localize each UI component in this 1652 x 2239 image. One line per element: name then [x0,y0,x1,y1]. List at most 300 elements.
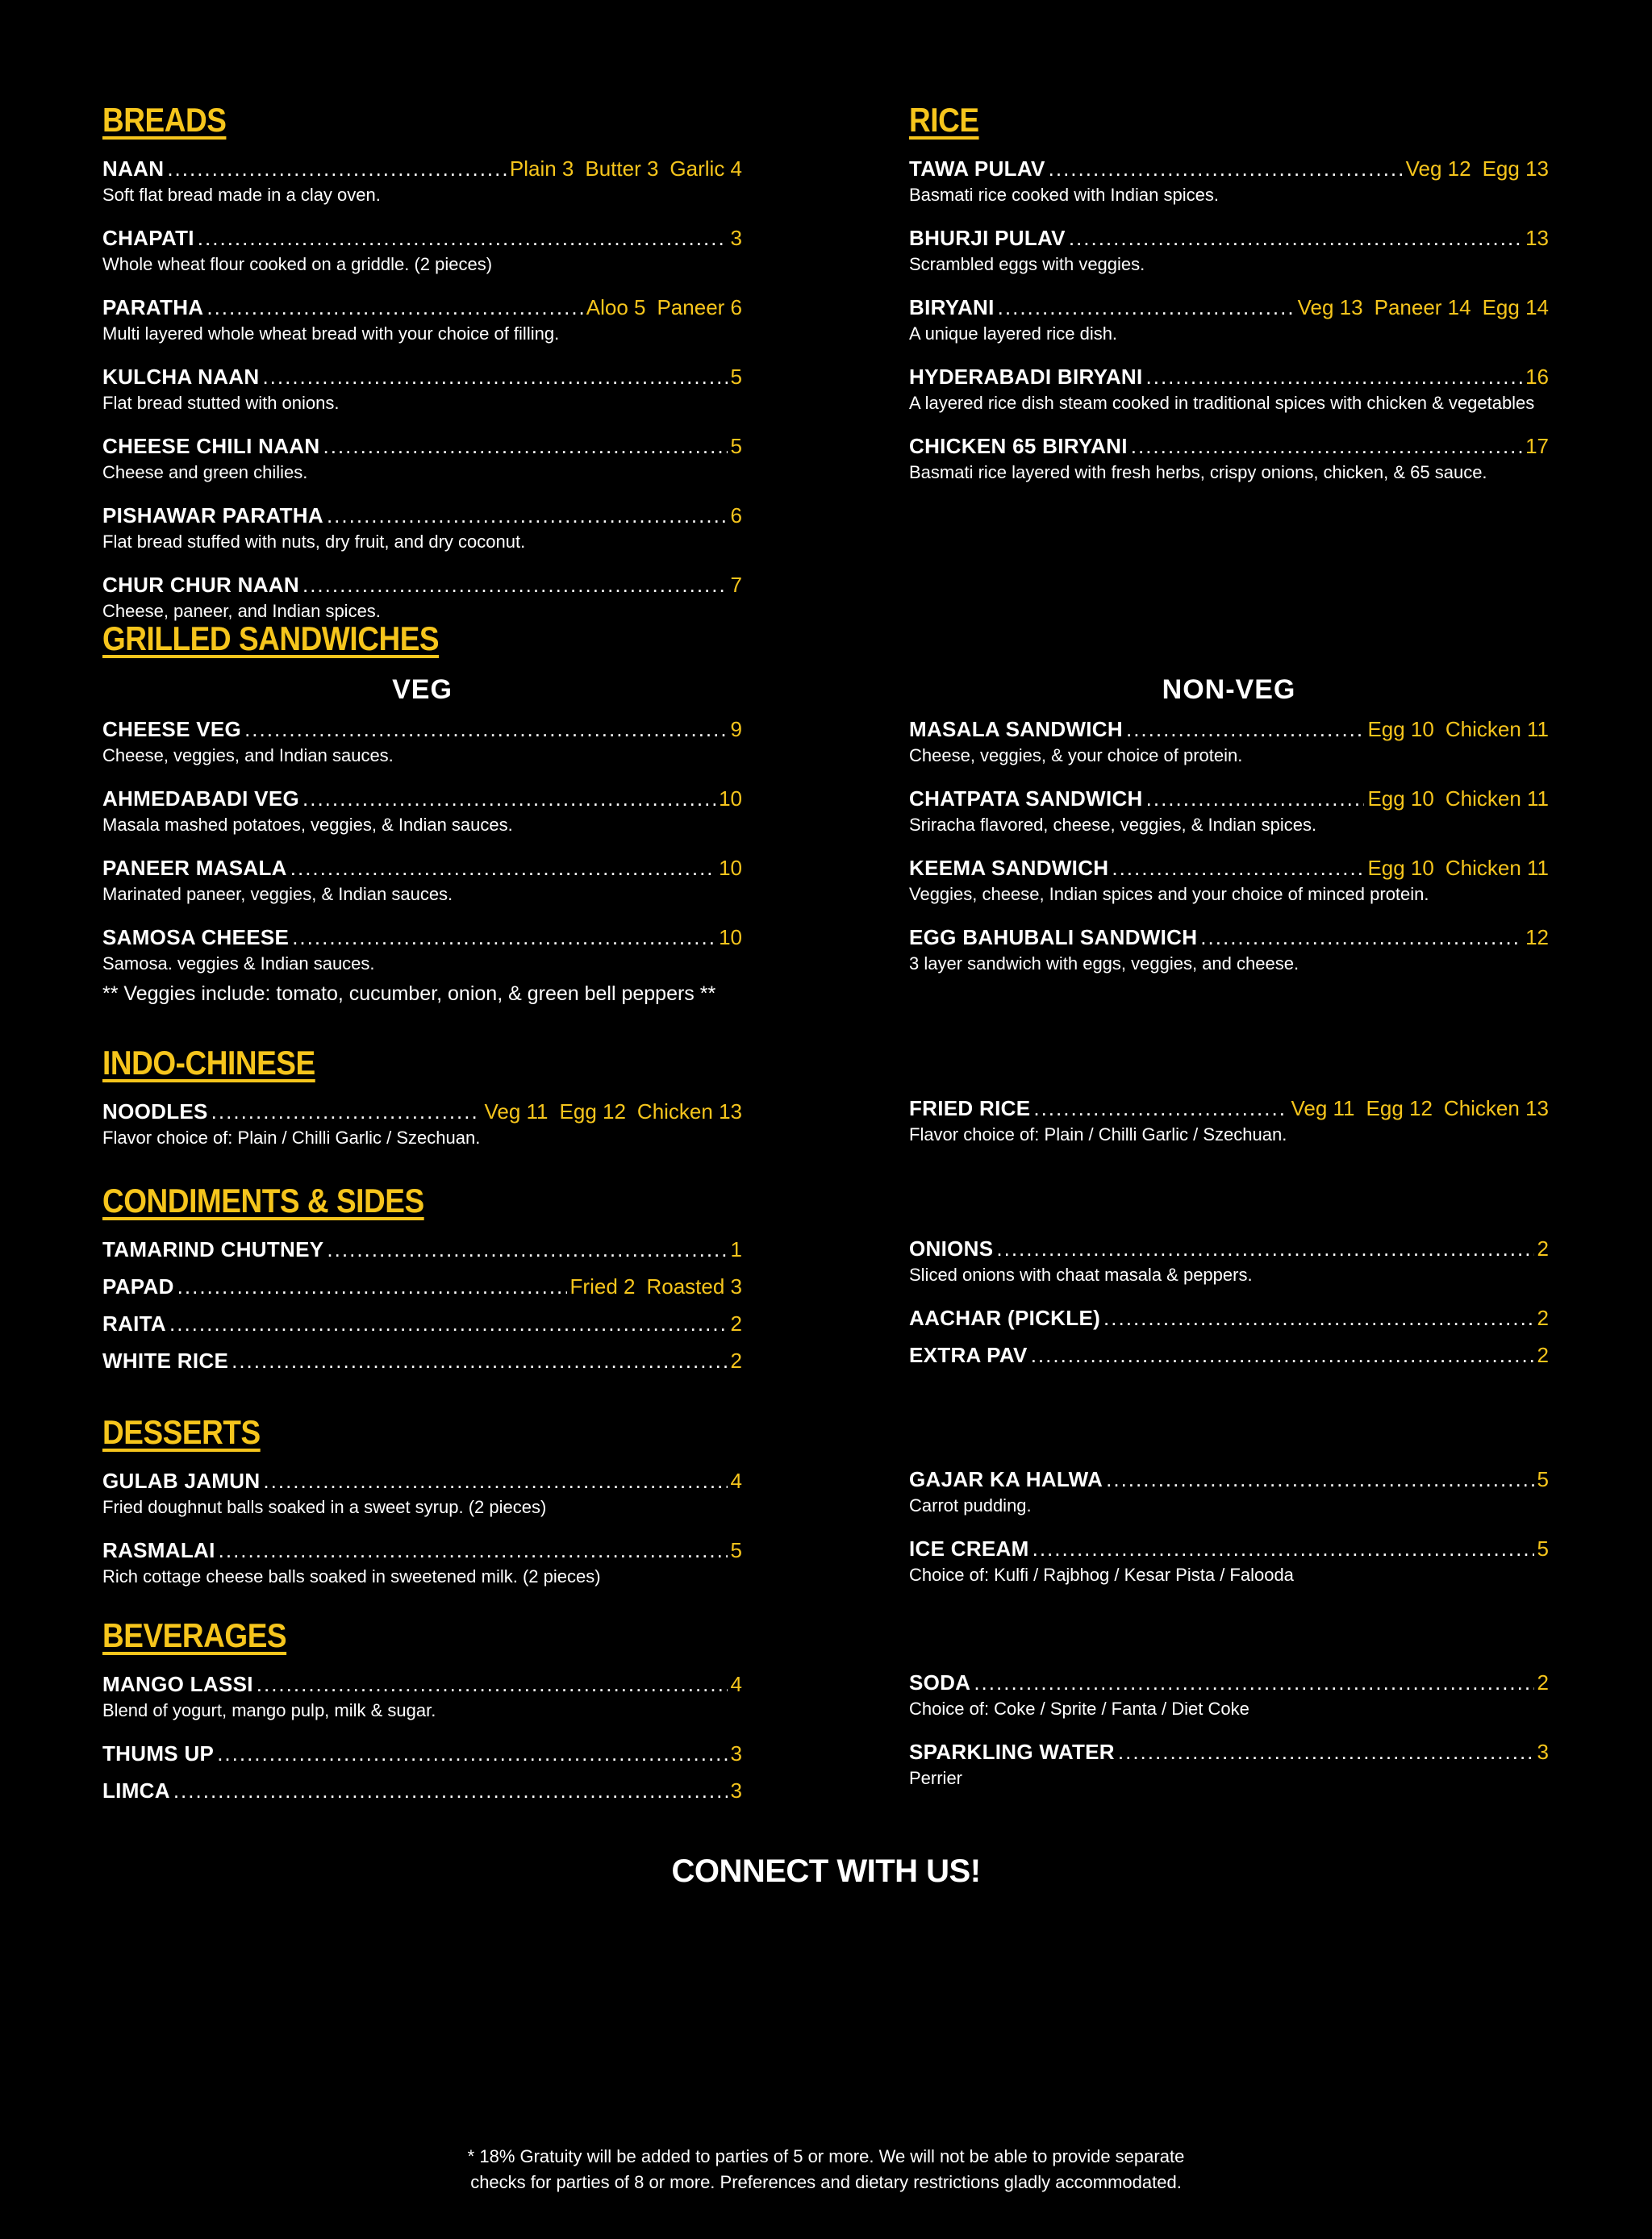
menu-item [909,433,1549,485]
price-option: 2 [1537,1306,1549,1330]
menu-item-row [102,924,742,950]
veg-sandwiches [102,716,742,994]
menu-item-description: Flat bread stuffed with nuts, dry fruit, and dry coconut. [102,532,526,552]
price-option: Chicken 13 [1443,1096,1549,1120]
menu-item-price [1367,855,1549,881]
menu-item-row [102,1348,742,1374]
menu-item-description: Flavor choice of: Plain / Chilli Garlic / Szechuan. [102,1128,481,1148]
price-option: 7 [730,573,742,597]
price-option: Veg 11 [1291,1096,1355,1120]
menu-item-row [102,1311,742,1336]
menu-item-name: WHITE RICE [102,1349,229,1373]
menu-item-name: KULCHA NAAN [102,365,260,389]
menu-item [102,786,742,837]
menu-item [909,1342,1549,1368]
footer-line-1: * 18% Gratuity will be added to parties of 5 or more. We will not be able to provide separate [467,2146,1185,2166]
menu-item-name: THUMS UP [102,1741,215,1766]
menu-item-row [909,294,1549,320]
veg-sandwich-list [102,716,742,976]
menu-item [102,294,742,346]
menu-item [102,1741,742,1766]
breads-list [102,156,742,623]
dot-leader [1049,156,1403,181]
menu-item-name: NAAN [102,156,165,181]
menu-item-name: PANEER MASALA [102,856,287,880]
menu-item-name: EGG BAHUBALI SANDWICH [909,925,1198,949]
dot-leader [1106,1466,1533,1492]
menu-item-price [1537,1236,1549,1261]
beverages-title: BEVERAGES [102,1616,287,1654]
menu-item-price [1367,716,1549,742]
menu-item-price [731,502,742,528]
condiments-left-list [102,1236,742,1374]
menu-item-name: AHMEDABADI VEG [102,786,299,811]
menu-item-name: AACHAR (PICKLE) [909,1306,1101,1330]
menu-item-name: SODA [909,1670,971,1695]
menu-item-description: Cheese and green chilies. [102,462,308,482]
menu-item-price [731,1778,742,1803]
menu-item-name: MANGO LASSI [102,1672,253,1696]
menu-item-row [102,294,742,320]
menu-item-price [1525,364,1549,390]
menu-item-price [719,786,742,811]
menu-item [102,433,742,485]
menu-item-price [1537,1305,1549,1331]
dot-leader [173,1778,728,1803]
menu-item-description: Soft flat bread made in a clay oven. [102,185,381,205]
price-option: Veg 13 [1297,295,1363,319]
breads-title: BREADS [102,101,227,139]
connect-heading: CONNECT WITH US! [671,1853,981,1889]
dot-leader [263,1468,727,1494]
dot-leader [996,1236,1533,1261]
menu-item-description: Blend of yogurt, mango pulp, milk & sugar. [102,1700,436,1720]
price-option: Roasted 3 [646,1274,742,1299]
menu-item-price [1537,1739,1549,1765]
menu-item-price [731,572,742,598]
menu-item-description: Multi layered whole wheat bread with your choice of filling. [102,323,560,344]
dot-leader [232,1348,727,1374]
desserts-title: DESSERTS [102,1413,261,1451]
menu-item-description: Cheese, veggies, & your choice of protein. [909,745,1243,765]
menu-item-name: TAMARIND CHUTNEY [102,1237,324,1261]
menu-item-description: Sriracha flavored, cheese, veggies, & Indian spices. [909,815,1317,835]
menu-item-name: ICE CREAM [909,1536,1029,1561]
menu-item-price [731,716,742,742]
dot-leader [1103,1305,1533,1331]
menu-item-row [909,156,1549,181]
price-option: Chicken 13 [636,1099,742,1124]
menu-item-row [909,855,1549,881]
price-option: 4 [730,1672,742,1696]
menu-item-description: Basmati rice cooked with Indian spices. [909,185,1219,205]
menu-item-price [1525,225,1549,251]
menu-item-name: BIRYANI [909,295,995,319]
price-option: Egg 10 [1367,717,1434,741]
price-option: 3 [730,1741,742,1766]
menu-item-row [909,1670,1549,1695]
menu-item [909,1466,1549,1518]
price-option: 4 [730,1469,742,1493]
price-option: Fried 2 [569,1274,636,1299]
menu-item-row [909,364,1549,390]
menu-item-description: A unique layered rice dish. [909,323,1118,344]
menu-item-row [909,1739,1549,1765]
beverages-left-list [102,1671,742,1803]
menu-item-description: Whole wheat flour cooked on a griddle. (2 pieces) [102,254,493,274]
menu-item [102,156,742,207]
menu-item-price [731,225,742,251]
beverages-right [909,1670,1549,1808]
price-option: Paneer 14 [1374,295,1471,319]
menu-item-price [731,1468,742,1494]
menu-item-name: GAJAR KA HALWA [909,1467,1103,1491]
price-option: Paneer 6 [657,295,742,319]
menu-item-price [1525,924,1549,950]
price-option: Egg 13 [1482,156,1549,181]
menu-item-row [909,786,1549,811]
menu-item [102,572,742,623]
price-option: 5 [1537,1536,1549,1561]
menu-item [102,1671,742,1723]
menu-item-name: CHEESE CHILI NAAN [102,434,320,458]
price-option: 10 [719,925,742,949]
dot-leader [1146,786,1365,811]
menu-item-price [731,364,742,390]
price-option: 5 [1537,1467,1549,1491]
dot-leader [198,225,728,251]
dot-leader [244,716,727,742]
desserts-left-list [102,1468,742,1589]
menu-item [102,1311,742,1336]
menu-item-row [102,1468,742,1494]
desserts-right [909,1466,1549,1605]
menu-item-row [909,716,1549,742]
dot-leader [323,433,727,459]
dot-leader [327,1236,727,1262]
menu-item-price [510,156,742,181]
desserts-section [102,1413,742,1607]
veg-subhead: VEG [392,674,453,705]
menu-item-price [731,1348,742,1374]
menu-item-row [909,1095,1549,1121]
menu-item-name: CHAPATI [102,226,194,250]
menu-item-name: FRIED RICE [909,1096,1031,1120]
dot-leader [262,364,727,390]
menu-item-name: CHEESE VEG [102,717,242,741]
price-option: 5 [730,1538,742,1562]
menu-item [102,1778,742,1803]
menu-item-name: ONIONS [909,1236,994,1261]
menu-item-description: A layered rice dish steam cooked in traditional spices with chicken & vegetables [909,393,1535,413]
condiments-right-list [909,1236,1549,1368]
menu-item-name: TAWA PULAV [909,156,1045,181]
menu-item-name: SAMOSA CHEESE [102,925,290,949]
menu-item-description: Choice of: Kulfi / Rajbhog / Kesar Pista / Falooda [909,1565,1294,1585]
menu-item-row [909,225,1549,251]
price-option: Aloo 5 [586,295,646,319]
menu-item [909,294,1549,346]
menu-item-row [102,572,742,598]
price-option: 3 [1537,1740,1549,1764]
menu-item-price [719,855,742,881]
menu-item-description: 3 layer sandwich with eggs, veggies, and cheese. [909,953,1299,974]
price-option: Plain 3 [509,156,574,181]
menu-item-price [731,1741,742,1766]
desserts-right-list [909,1466,1549,1587]
breads-section [102,101,742,641]
menu-item [909,1305,1549,1331]
price-option: 10 [719,786,742,811]
menu-item-price [484,1099,742,1124]
menu-item-row [102,786,742,811]
menu-item [909,855,1549,907]
price-option: Egg 12 [559,1099,626,1124]
menu-item-name: CHATPATA SANDWICH [909,786,1143,811]
price-option: Egg 10 [1367,786,1434,811]
menu-item-price [1525,433,1549,459]
menu-item-price [1291,1095,1549,1121]
price-option: 3 [730,1778,742,1803]
menu-item [909,1670,1549,1721]
dot-leader [1032,1536,1534,1561]
price-option: 10 [719,856,742,880]
price-option: 5 [730,365,742,389]
menu-item [102,1537,742,1589]
price-option: 6 [730,503,742,527]
indochinese-left-list [102,1099,742,1150]
menu-item [102,364,742,415]
price-option: 1 [730,1237,742,1261]
condiments-right [909,1236,1549,1379]
menu-item-row [102,1778,742,1803]
menu-item-description: Flavor choice of: Plain / Chilli Garlic / Szechuan. [909,1124,1287,1145]
menu-item-price [731,1537,742,1563]
menu-item-row [909,924,1549,950]
price-option: Chicken 11 [1445,856,1549,880]
price-option: 2 [1537,1343,1549,1367]
price-option: 5 [730,434,742,458]
dot-leader [219,1537,728,1563]
menu-item-row [102,364,742,390]
menu-item-row [102,1671,742,1697]
dot-leader [1033,1095,1287,1121]
menu-item [102,1348,742,1374]
price-option: 2 [1537,1670,1549,1695]
menu-item [102,225,742,277]
menu-item-price [1406,156,1549,181]
dot-leader [290,855,715,881]
footer-line-2: checks for parties of 8 or more. Preferences and dietary restrictions gladly accommodated. [470,2172,1182,2192]
price-option: 9 [730,717,742,741]
price-option: 2 [730,1349,742,1373]
menu-item-description: Cheese, veggies, and Indian sauces. [102,745,394,765]
menu-item-name: EXTRA PAV [909,1343,1028,1367]
menu-item-name: PISHAWAR PARATHA [102,503,323,527]
menu-item-description: Choice of: Coke / Sprite / Fanta / Diet Coke [909,1699,1249,1719]
menu-item-row [909,1466,1549,1492]
veggies-note: ** Veggies include: tomato, cucumber, onion, & green bell peppers ** [102,982,716,1005]
menu-item-name: PAPAD [102,1274,174,1299]
menu-item-description: Sliced onions with chaat masala & peppers. [909,1265,1253,1285]
rice-title: RICE [909,101,979,139]
dot-leader [206,294,582,320]
menu-item-price [1367,786,1549,811]
price-option: 17 [1525,434,1549,458]
price-option: 13 [1525,226,1549,250]
dot-leader [167,156,507,181]
price-option: Veg 11 [484,1099,549,1124]
price-option: Egg 14 [1482,295,1549,319]
dot-leader [169,1311,728,1336]
dot-leader [257,1671,728,1697]
menu-item-name: RASMALAI [102,1538,215,1562]
dot-leader [177,1274,567,1299]
price-option: 2 [730,1311,742,1336]
footer-note [0,2144,1652,2195]
menu-item-row [102,716,742,742]
price-option: Chicken 11 [1445,786,1549,811]
menu-item [102,924,742,976]
dot-leader [1069,225,1522,251]
menu-item [102,716,742,768]
menu-item [909,1536,1549,1587]
indochinese-right [909,1095,1549,1165]
menu-item-price [731,1311,742,1336]
menu-item-row [102,855,742,881]
menu-item-name: HYDERABADI BIRYANI [909,365,1143,389]
menu-item-price [731,1236,742,1262]
menu-item-row [909,1305,1549,1331]
dot-leader [292,924,715,950]
price-option: Egg 12 [1366,1096,1433,1120]
rice-section [909,101,1549,502]
menu-item [102,1099,742,1150]
dot-leader [998,294,1295,320]
price-option: Veg 12 [1405,156,1471,181]
menu-item-row [102,1274,742,1299]
menu-item-description: Basmati rice layered with fresh herbs, crispy onions, chicken, & 65 sauce. [909,462,1487,482]
menu-item-name: BHURJI PULAV [909,226,1066,250]
menu-item-row [102,1741,742,1766]
menu-item-row [102,1236,742,1262]
dot-leader [1112,855,1364,881]
menu-item-description: Fried doughnut balls soaked in a sweet syrup. (2 pieces) [102,1497,547,1517]
menu-item-description: Veggies, cheese, Indian spices and your choice of minced protein. [909,884,1429,904]
menu-item-row [102,502,742,528]
menu-item [909,364,1549,415]
menu-item-price [731,433,742,459]
beverages-right-list [909,1670,1549,1791]
menu-item [102,1274,742,1299]
dot-leader [1031,1342,1534,1368]
dot-leader [327,502,728,528]
nonveg-sandwich-list [909,716,1549,976]
menu-item [909,716,1549,768]
menu-item-row [909,1342,1549,1368]
menu-item-description: Flat bread stutted with onions. [102,393,340,413]
rice-list [909,156,1549,485]
condiments-title: CONDIMENTS & SIDES [102,1182,424,1220]
menu-item [909,786,1549,837]
price-option: Garlic 4 [670,156,742,181]
menu-item-description: Carrot pudding. [909,1495,1032,1516]
dot-leader [974,1670,1533,1695]
price-option: 3 [730,226,742,250]
menu-item-name: KEEMA SANDWICH [909,856,1109,880]
price-option: 12 [1525,925,1549,949]
menu-item-price [1537,1342,1549,1368]
dot-leader [302,572,728,598]
menu-item-description: Perrier [909,1768,963,1788]
price-option: Chicken 11 [1445,717,1549,741]
menu-item-row [909,433,1549,459]
price-option: Egg 10 [1367,856,1434,880]
dot-leader [302,786,715,811]
menu-item [909,1236,1549,1287]
menu-item [102,1236,742,1262]
dot-leader [217,1741,727,1766]
price-option: 16 [1525,365,1549,389]
indochinese-title: INDO-CHINESE [102,1044,315,1082]
menu-item-row [102,1099,742,1124]
menu-item [909,156,1549,207]
menu-item-row [102,433,742,459]
menu-item-description: Scrambled eggs with veggies. [909,254,1145,274]
dot-leader [1118,1739,1534,1765]
menu-item [909,924,1549,976]
menu-item-name: CHICKEN 65 BIRYANI [909,434,1128,458]
menu-item-name: PARATHA [102,295,204,319]
menu-item [102,855,742,907]
dot-leader [1131,433,1522,459]
menu-item-description: Masala mashed potatoes, veggies, & Indian sauces. [102,815,513,835]
menu-item-name: SPARKLING WATER [909,1740,1115,1764]
indochinese-section [102,1044,742,1168]
menu-item-name: MASALA SANDWICH [909,717,1123,741]
menu-item-description: Marinated paneer, veggies, & Indian sauces. [102,884,453,904]
menu-item-name: GULAB JAMUN [102,1469,261,1493]
sandwiches-title: GRILLED SANDWICHES [102,619,440,657]
menu-item-row [909,1536,1549,1561]
menu-item-description: Rich cottage cheese balls soaked in sweetened milk. (2 pieces) [102,1566,601,1586]
menu-item [102,1468,742,1520]
menu-item [909,1095,1549,1147]
menu-item-row [102,156,742,181]
menu-item-price [719,924,742,950]
dot-leader [1200,924,1522,950]
menu-item-description: Samosa. veggies & Indian sauces. [102,953,375,974]
menu-item-name: CHUR CHUR NAAN [102,573,299,597]
price-option: Butter 3 [585,156,659,181]
dot-leader [1146,364,1523,390]
price-option: 2 [1537,1236,1549,1261]
indochinese-right-list [909,1095,1549,1147]
dot-leader [1126,716,1364,742]
dot-leader [211,1099,482,1124]
menu-item-price [1537,1536,1549,1561]
nonveg-sandwiches [909,716,1549,994]
menu-item-row [102,225,742,251]
menu-item-name: RAITA [102,1311,167,1336]
menu-item-row [909,1236,1549,1261]
menu-item-price [1298,294,1549,320]
menu-item-price [1537,1466,1549,1492]
menu-item-row [102,1537,742,1563]
menu-item-price [570,1274,742,1299]
nonveg-subhead: NON-VEG [1162,674,1296,705]
condiments-section [102,1182,742,1385]
